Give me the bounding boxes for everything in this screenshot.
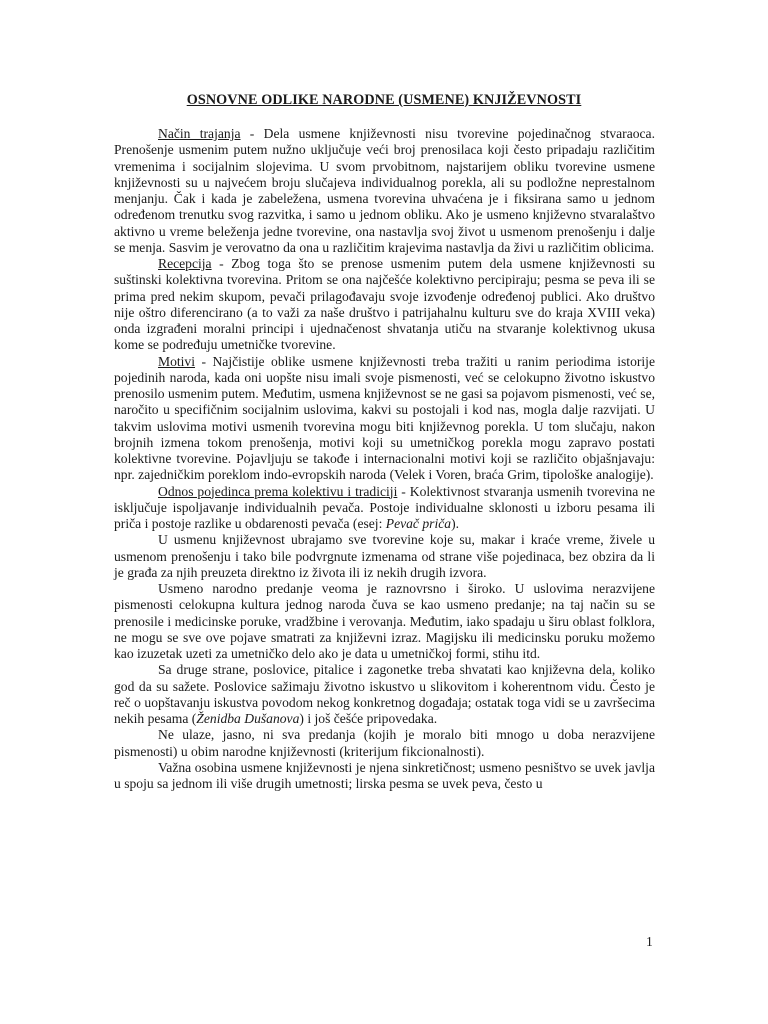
paragraph-text: ) i još češće pripovedaka. (299, 711, 438, 726)
paragraph (114, 256, 655, 354)
paragraph-text: - Dela usmene književnosti nisu tvorevine pojedinačnog stvaraoca. Prenošenje usmenim putem nužno uključuje veći broj prenosilaca koji često pripadaju različitim vremenima i socijalnim slojevima. U svom prvobitnom, najstarijem obliku tvorevine usmene književnosti su u najvećem broju slučajeva individualnog porekla, ali su podložne neprestalnom menjanju. Čak i kada je zabeležena, usmena tvorevina uhvaćena je i fiksirana samo u jednom određenom trenutku svog razvitka, i samo u jednom obliku. Ako je usmeno književno stvaralaštvo aktivno u vreme beleženja jedne tvorevine, ona nastavlja svoj život u usmenom prenošenju i dalje se menja. Sasvim je verovatno da ona u različitim krajevima nastavlja da živi u različitim oblicima. (114, 126, 655, 255)
paragraph-text: - Kolektivnost stvaranja usmenih tvorevina ne isključuje ispoljavanje individualnih pevača. Postoje individualne sklonosti u izboru pesama ili priča i postoje razlike u obdarenosti pevača (esej: (114, 483, 655, 531)
section-heading: Način trajanja (158, 126, 241, 141)
paragraph-text: Ne ulaze, jasno, ni sva predanja (kojih je moralo biti mnogo u doba nerazvijene pismenosti) u obim narodne književnosti (kriterijum fikcionalnosti). (114, 727, 655, 759)
paragraph (114, 760, 655, 793)
paragraph (114, 727, 655, 760)
paragraph (114, 532, 655, 581)
page-title: OSNOVNE ODLIKE NARODNE (USMENE) KNJIŽEVNOSTI (186, 92, 582, 108)
paragraph-text: Važna osobina usmene književnosti je njena sinkretičnost; usmeno pesništvo se uvek javlja u spoju sa jednom ili više drugih umetnosti; lirska pesma se uvek peva, često u (114, 759, 655, 791)
section-heading: Odnos pojedinca prema kolektivu i tradiciji (158, 483, 398, 499)
paragraph (114, 354, 655, 484)
paragraph (114, 126, 655, 256)
paragraph (114, 662, 655, 727)
document-body (114, 126, 655, 792)
italic-title: Ženidba Dušanova (196, 711, 300, 726)
paragraph-text: ). (451, 516, 459, 531)
paragraph-text: Usmeno narodno predanje veoma je raznovrsno i široko. U uslovima nerazvijene pismenosti celokupna kultura jednog naroda čuva se kao usmeno predanje; na taj način su se prenosile i medicinske poruke, vradžbine i verovanja. Međutim, iako spadaju u širu oblast folklora, ne mogu se sve ove pojave smatrati za književni izraz. Magijsku ili medicinsku poruku možemo kao izuzetak uzeti za umetničko delo ako je data u umetničkoj formi, stihu itd. (114, 581, 655, 661)
paragraph (114, 581, 655, 662)
section-heading: Motivi (158, 353, 196, 369)
paragraph-text: Sa druge strane, poslovice, pitalice i zagonetke treba shvatati kao književna dela, koliko god da su sažete. Poslovice sažimaju životno iskustvo u slikovitom i koherentnom vidu. Često je reč o uopštavanju iskustva povodom nekog konkretnog događaja; ostatak toga vidi se u završecima nekih pesama ( (114, 662, 655, 726)
italic-title: Pevač priča (385, 516, 452, 531)
paragraph-text: - Zbog toga što se prenose usmenim putem dela usmene književnosti su suštinski kolektivna tvorevina. Pritom se ona najčešće kolektivno percipiraju; pesma se peva ili se prima pred nekim skupom, pevači prilagođavaju svoje izvođenje određenoj publici. Ako društvo nije oštro diferencirano (a to važi za naše društvo i patrijahalnu kulturu sve do kraja XVIII veka) onda izgrađeni moralni principi i ujednačenost shvatanja utiču na stvaranje kolektivnog ukusa kome se podređuju umetničke tvorevine. (114, 256, 655, 353)
section-heading: Recepcija (158, 256, 212, 271)
page-number: 1 (646, 934, 653, 949)
paragraph-text: U usmenu književnost ubrajamo sve tvorevine koje su, makar i kraće vreme, živele u usmenom prenošenju i tako bile podvrgnute izmenama od strane više pojedinaca, bez obzira da li je građa za njih preuzeta direktno iz života ili iz nekih drugih izvora. (114, 532, 655, 580)
paragraph (114, 484, 655, 533)
paragraph-text: - Najčistije oblike usmene književnosti treba tražiti u ranim periodima istorije pojedinih naroda, kada oni uopšte nisu imali svoje pismenosti, već se celokupno životno iskustvo prenosilo usmenim putem. Međutim, usmena književnost se ne gasi sa pojavom pismenosti, već se, naročito u specifičnim socijalnim uslovima, kakvi su postojali i kod nas, mogla dalje razvijati. U takvim uslovima motivi usmenih tvorevina mogu biti književnog porekla. U tom slučaju, nakon brojnih izmena tokom prenošenja, motivi koji su umetničkog porekla mogu zapravo postati kolektivne tvorevine. Pojavljuju se takođe i internacionalni motivi koji se različito objašnjavaju: npr. zajedničkim poreklom indo-evropskih naroda (Velek i Voren, braća Grim, tipološke analogije). (114, 353, 655, 483)
